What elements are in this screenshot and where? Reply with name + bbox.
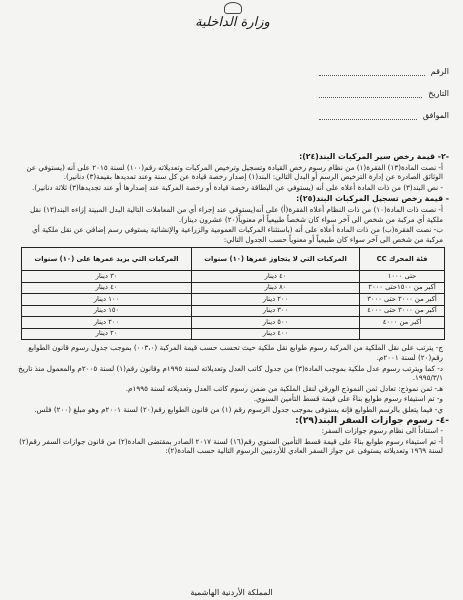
field-label: التاريخ [428, 89, 449, 98]
column-header: فئة المحرك CC [360, 248, 445, 271]
paragraph: - نص البند(٣) من ذات المادة أعلاه على أنه (يستوفي عن البطاقة رخصة قيادة أو رخصة المركبة عند إصدارها أو عند تجديدها(٣) ثلاثة دنانير). [31, 182, 443, 192]
field-label: الموافق [422, 111, 449, 120]
ministry-name: وزارة الداخلية [195, 15, 270, 30]
table-cell: ٢٠٠ دينار [191, 294, 359, 306]
table-row [22, 328, 445, 340]
paragraph: أ- تم استيفاء رسوم طوابع بناءً على قيمة قسط التأمين السنوي رقم(١٦) لسنة ٢٠١٧ الصادر بمقتضى المادة(٢) من قانون جوازات السفر رقم(٢) لسنة ١٩٦٩ وتعديلاته يستوفى عن جواز السفر العادي للأردنيين الرسوم التالية حسب المادة(٢): [19, 436, 443, 456]
table-cell: ٤٠ دينار [191, 271, 359, 283]
paragraph: أ- نصت ذات المادة(١٠) من ذات النظام أعلاه الفقرة(أ) على أنه(يستوفي عند إجراء أي من المعاملات التالية البدل المبينة إزاءه البند(١٣) نقل ملكية أي مركبة من شخص الى آخر سواء كان شخصاً طبيعياً أم معنوياً(٢٠) عشرون دينار). [29, 204, 443, 224]
table-cell [360, 328, 445, 340]
date-field [319, 76, 449, 98]
table-cell: ٣٠٠ دينار [191, 305, 359, 317]
paragraph: - استناداً الى نظام رسوم جوازات السفر: [321, 426, 443, 436]
footer-text: المملكة الأردنية الهاشمية [190, 588, 273, 597]
table-cell: ٥٠٠ دينار [191, 317, 359, 329]
table-row [22, 294, 445, 306]
paragraph: ج- يترتب على نقل الملكية من المركبة رسوم طوابع نقل ملكية حيث تحسب حسب قيمة المركبة (٠٠٣،٠) بموجب جدول رسوم قانون الطوابع رقم(٢٠) لسنة ٢٠٠١م. [28, 343, 443, 362]
table-cell: ٢٠٠ دينار [22, 317, 192, 329]
fees-table [21, 247, 445, 340]
table-cell: ٣٠ دينار [22, 271, 192, 283]
section-heading: -٤- رسوم جوازات السفر البند(٢٩): [295, 415, 449, 426]
column-header: المركبات التي يزيد عمرها على (١٠) سنوات [22, 248, 192, 271]
section-heading: -٢- قيمة رخص سير المركبات البند(٢٤): [299, 152, 449, 161]
corresponding-date-field [319, 98, 449, 120]
letter-body [18, 150, 449, 457]
reference-number-field [319, 54, 449, 76]
field-label: الرقم [430, 67, 449, 76]
reference-fields [319, 54, 449, 120]
table-cell: ٤٠٠ دينار [191, 328, 359, 340]
table-row [22, 282, 445, 294]
table-cell: أكبر من ٣٠٠٠ حتى ٤٠٠٠ [360, 305, 445, 317]
table-cell: ٤٠ دينار [22, 282, 192, 294]
table-cell: ١٠٠ دينار [22, 294, 192, 306]
paragraph: هـ- ثمن نموذج: تعادل ثمن النموذج الورقي لنقل الملكية من ضمن رسوم كاتب العدل وتعديلاته لسنة ١٩٩٥م. [125, 383, 443, 393]
table-cell: أكبر من ٤٠٠٠ [360, 317, 445, 329]
table-cell: ٨٠ دينار [191, 282, 359, 294]
letterhead [150, 2, 315, 30]
table-cell: حتى ١٠٠٠ [360, 271, 445, 283]
section-heading: - قيمة رخص تسجيل المركبات البند(٢٥): [296, 194, 449, 204]
table-row [22, 305, 445, 317]
table-cell: أكبر من ٢٠٠٠ حتى ٣٠٠٠ [360, 294, 445, 306]
paragraph: أ- نصت المادة(١٣) الفقرة(١) من نظام رسوم رخص القيادة وتسجيل وترخيص المركبات وتعديلاته رقم(١٠٠) لسنة ٢٠١٥ على أنه (يستوفي عن الوثائق الصادرة عن إدارة الترخيص الرسم أو البدل التالي: البند(١) إصدار رخصة قيادة عن كل سنة وعند تمديدها بقيمة(٣) دنانير). [26, 162, 443, 182]
paragraph: ب- نصت الفقرة(ب) من ذات المادة أعلاه على أنه (باستثناء المركبات العمومية والزراعية والإنشائية يستوفي رسم إضافي عن نقل ملكية أي مركبة من شخص الى آخر سواء كان طبيعياً أو معنوياً حسب الجدول التالي: [32, 225, 443, 244]
table-cell: ١٥٠ دينار [22, 305, 192, 317]
column-header: المركبات التي لا يتجاوز عمرها (١٠) سنوات [191, 248, 359, 271]
table-row [22, 271, 445, 283]
paragraph: و- تم استيفاء رسوم طوابع بناءً على قيمة قسط التأمين السنوي. [253, 394, 443, 404]
table-cell: أكبر من ١٥٠٠حتى ٢٠٠٠ [360, 282, 445, 294]
table-row [22, 317, 445, 329]
crown-emblem-icon [224, 2, 242, 14]
table-cell: ٢٠ دينار [22, 328, 192, 340]
table-header-row [22, 248, 445, 271]
paragraph: ي- فيما يتعلق بالرسم الطوابع فإنه يستوفى بموجب جدول الرسوم رقم (١) من قانون الطوابع رقم(٢٠) لسنة ٢٠٠١م وهو مبلغ (٢٠٠) فلس. [34, 404, 443, 414]
paragraph: د- كما ويترتب رسوم عدل ملكية بموجب المادة(٣) من جدول كاتب العدل وتعديلاته لسنة ١٩٩٥م وقانون رقم(١) لسنة ٢٠٠٥م والمعمول منذ تاريخ ١٩٩٥/٣/١. [18, 363, 443, 383]
